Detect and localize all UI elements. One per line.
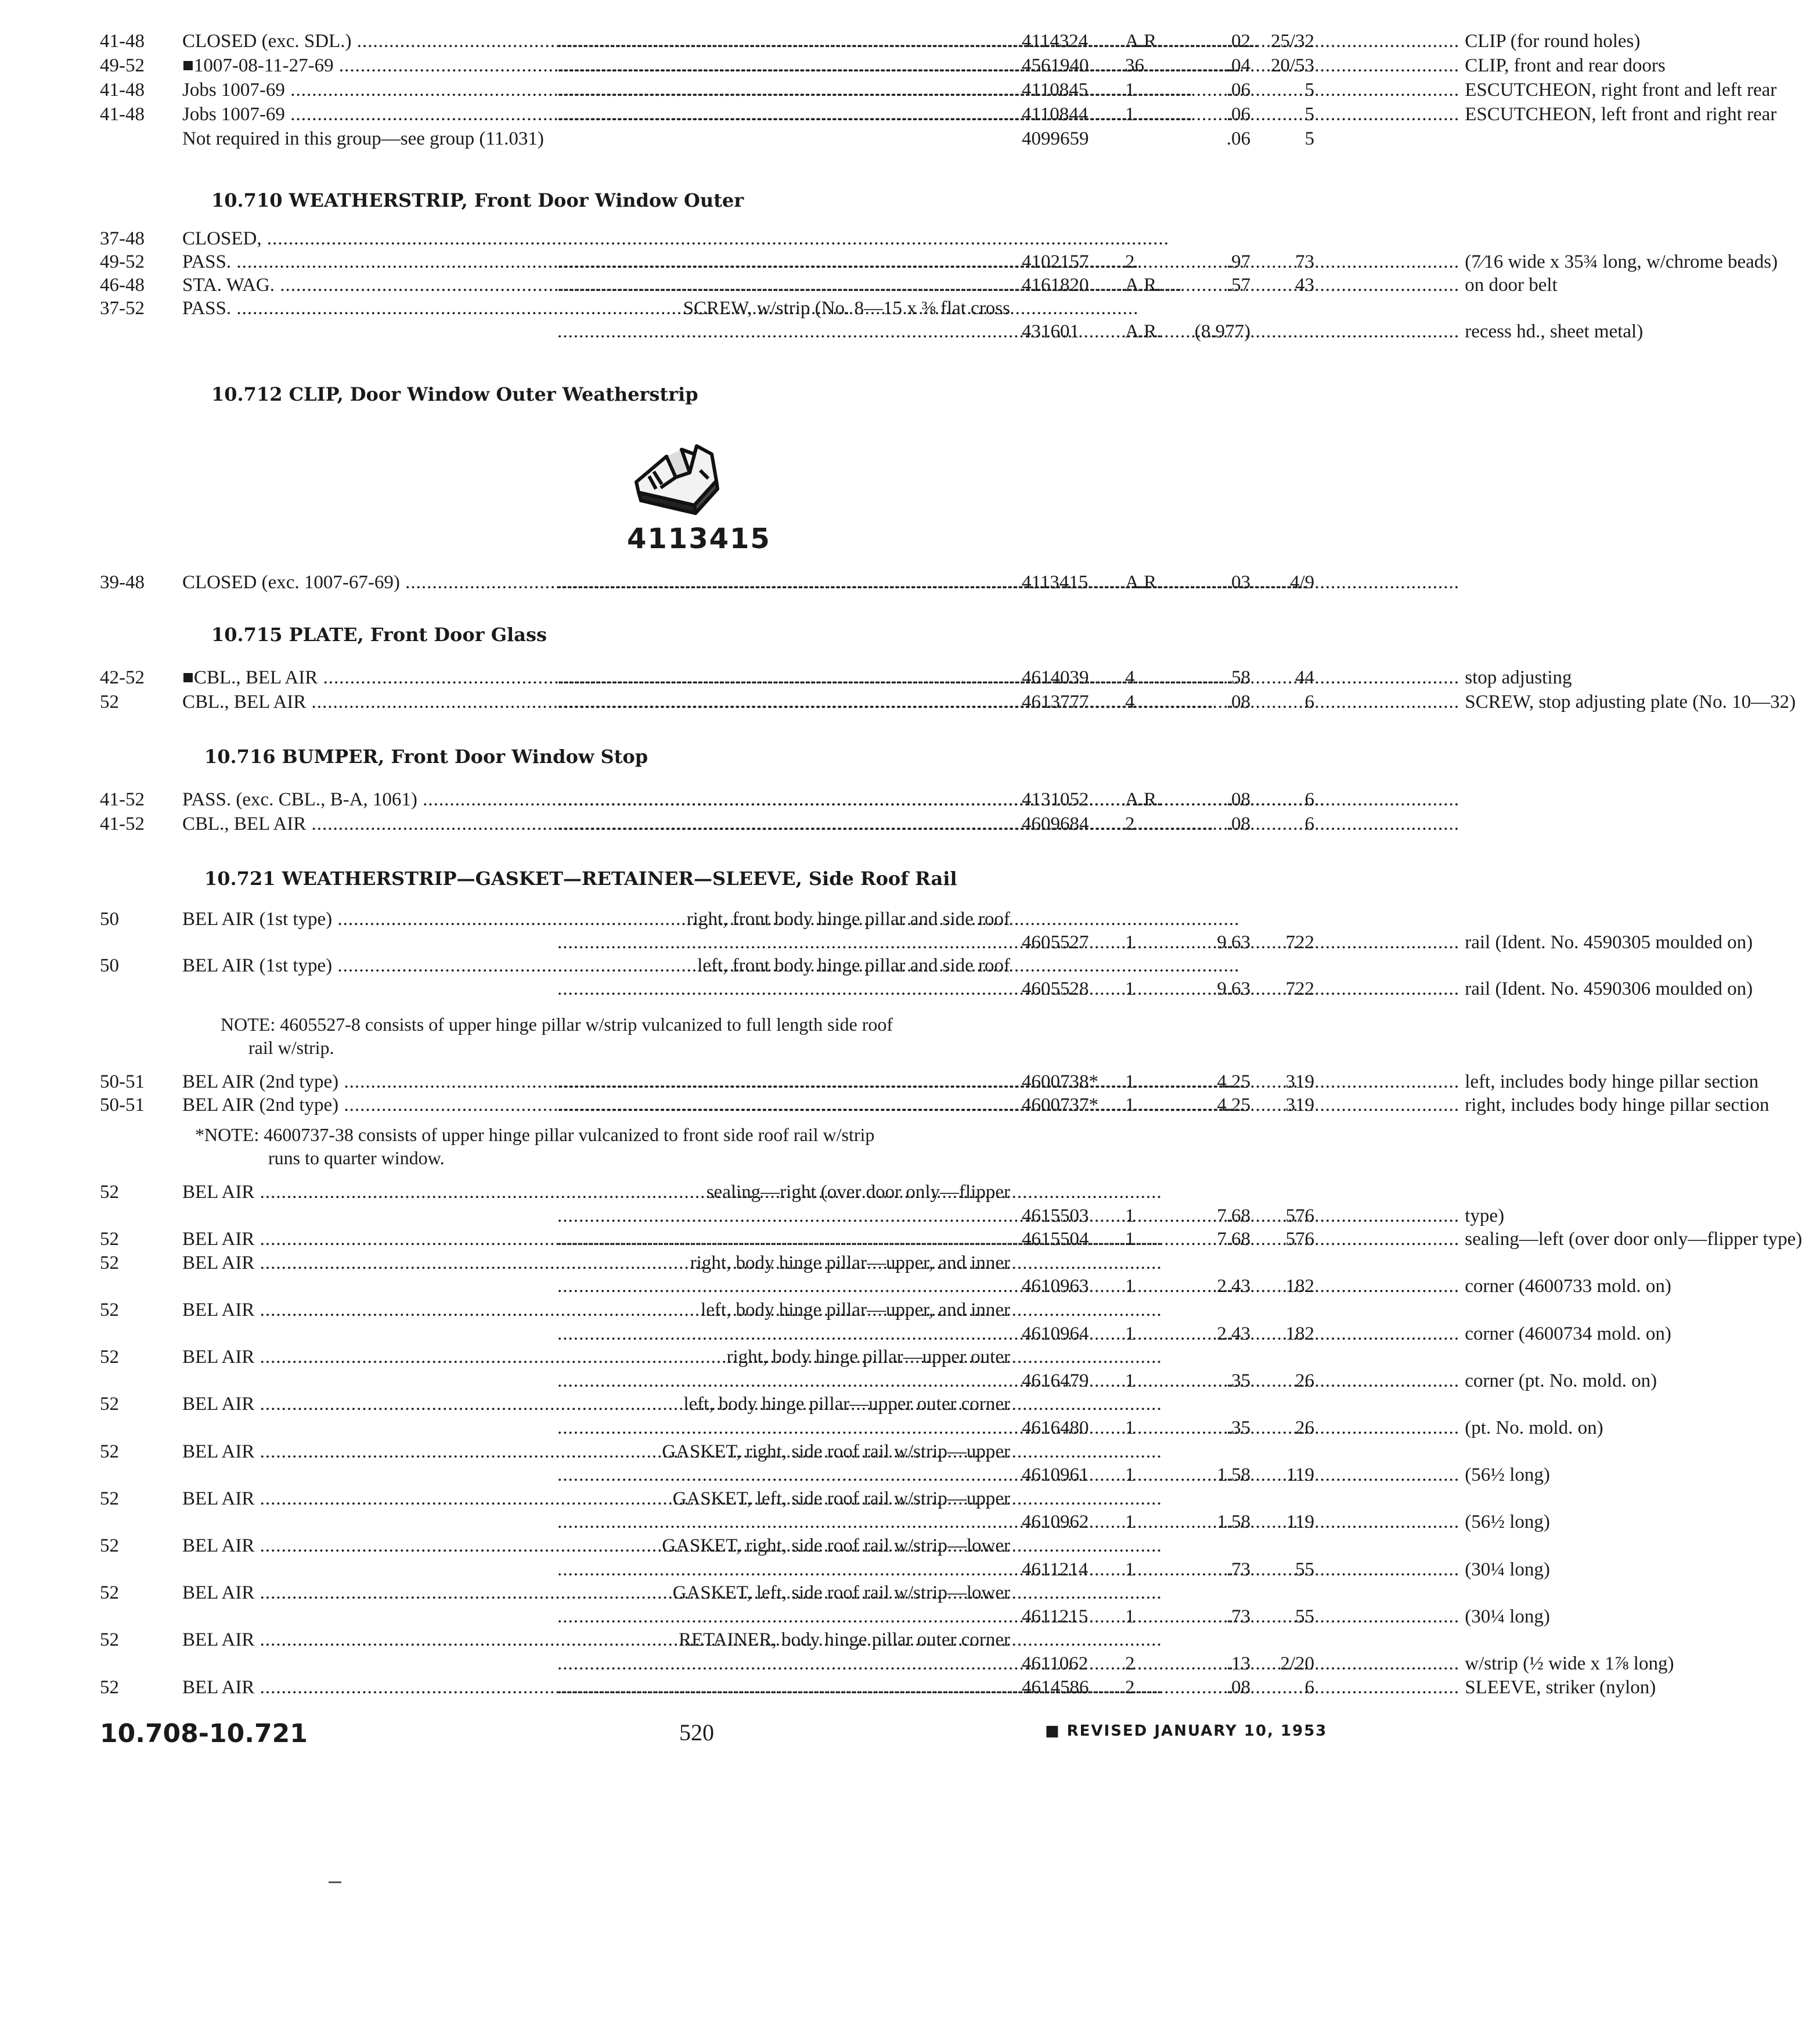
row-price: 7.68 xyxy=(1217,1205,1250,1226)
row-desc: right, body hinge pillar—upper, and inner xyxy=(690,1252,1010,1273)
row-list: 5 xyxy=(1304,80,1314,100)
row-price: .02 xyxy=(1226,31,1250,52)
row-year: 52 xyxy=(100,692,119,712)
footer-revised-note: ■ REVISED JANUARY 10, 1953 xyxy=(1045,1722,1328,1740)
row-part: 4615504 xyxy=(1022,1229,1089,1250)
row-qty: 1 xyxy=(1125,1606,1135,1627)
row-model: PASS. ..... xyxy=(182,249,554,275)
row-price: 2.43 xyxy=(1217,1323,1250,1344)
row-part: 4611215 xyxy=(1022,1606,1089,1627)
parts-row xyxy=(0,318,1644,346)
row-model: Not required in this group—see group (11.031) xyxy=(182,128,544,149)
row-year: 52 xyxy=(100,1229,119,1250)
row-price: .35 xyxy=(1226,1370,1250,1391)
row-desc: ..... right, includes body hinge pillar section xyxy=(557,1092,1010,1118)
row-qty: 1 xyxy=(1125,1464,1135,1486)
row-desc: ..... recess hd., sheet metal) xyxy=(557,318,1010,345)
row-year: 50-51 xyxy=(100,1071,145,1092)
row-list: 2/20 xyxy=(1280,1653,1314,1674)
row-price: 2.43 xyxy=(1217,1276,1250,1297)
row-model: CBL., BEL AIR ..... xyxy=(182,811,554,837)
row-price: 9.63 xyxy=(1217,978,1250,999)
row-year: 41-48 xyxy=(100,31,145,52)
row-price: 1.58 xyxy=(1217,1512,1250,1533)
row-qty: 1 xyxy=(1125,1095,1135,1115)
row-part: 4611214 xyxy=(1022,1559,1089,1580)
row-qty: A.R. xyxy=(1125,572,1162,593)
row-desc: ..... (7⁄16 wide x 35¾ long, w/chrome beads) xyxy=(557,249,1010,275)
footer-page-number: 520 xyxy=(679,1719,714,1746)
row-list: 119 xyxy=(1286,1464,1314,1486)
parts-row xyxy=(0,1092,1769,1120)
parts-row xyxy=(0,77,1777,105)
row-qty: A.R. xyxy=(1125,789,1162,810)
parts-row xyxy=(0,664,1572,692)
row-model: BEL AIR ..... xyxy=(182,1226,554,1253)
row-part: 4615503 xyxy=(1022,1205,1089,1226)
row-part: 4610962 xyxy=(1022,1512,1089,1533)
row-part: 4616480 xyxy=(1022,1417,1089,1438)
row-part: 4611062 xyxy=(1022,1653,1089,1674)
row-year: 37-52 xyxy=(100,298,145,319)
row-list: 55 xyxy=(1295,1559,1314,1580)
row-list: 182 xyxy=(1285,1323,1314,1344)
row-list: 20/53 xyxy=(1270,55,1314,76)
row-part: 4616479 xyxy=(1022,1370,1089,1391)
clip-illustration-icon xyxy=(626,437,728,518)
parts-row xyxy=(0,786,1468,814)
row-year: 41-52 xyxy=(100,814,145,834)
row-qty: 36 xyxy=(1125,55,1144,76)
row-list: 55 xyxy=(1295,1606,1314,1627)
row-desc: GASKET, right, side roof rail w/strip—upper xyxy=(662,1441,1010,1462)
section-heading-10-716: 10.716 BUMPER, Front Door Window Stop xyxy=(204,746,648,768)
row-part: 4161820 xyxy=(1022,275,1089,296)
row-part: 4113415 xyxy=(1022,572,1089,593)
row-part: 4110845 xyxy=(1022,80,1089,100)
row-price: 4.25 xyxy=(1217,1071,1250,1092)
row-price: .04 xyxy=(1226,55,1250,76)
row-qty: 4 xyxy=(1125,692,1135,712)
row-list: 43 xyxy=(1295,275,1314,296)
row-qty: 1 xyxy=(1125,1512,1135,1533)
row-qty: 1 xyxy=(1125,1205,1135,1226)
row-model: CLOSED (exc. SDL.) ..... xyxy=(182,28,554,55)
note-2-line-1: *NOTE: 4600737-38 consists of upper hinge pillar vulcanized to front side roof rail w/strip xyxy=(195,1124,875,1145)
section-heading-10-710: 10.710 WEATHERSTRIP, Front Door Window Outer xyxy=(211,189,744,211)
row-year: 49-52 xyxy=(100,55,145,76)
row-price: .13 xyxy=(1226,1653,1250,1674)
section-heading-10-721: 10.721 WEATHERSTRIP—GASKET—RETAINER—SLEEVE, Side Roof Rail xyxy=(204,868,957,890)
row-model: BEL AIR (1st type) ..... xyxy=(182,952,554,979)
row-year: 50 xyxy=(100,955,119,976)
row-year: 50-51 xyxy=(100,1095,145,1115)
row-desc: ..... (30¼ long) xyxy=(557,1603,1010,1630)
row-price: 4.25 xyxy=(1217,1095,1250,1115)
row-desc: ..... type) xyxy=(557,1203,1010,1229)
row-year: 52 xyxy=(100,1629,119,1651)
row-price: .08 xyxy=(1226,789,1250,810)
row-model: CLOSED, ..... xyxy=(182,225,554,252)
row-price: (8.977) xyxy=(1194,321,1250,342)
parts-row xyxy=(0,101,1777,129)
section-heading-10-712: 10.712 CLIP, Door Window Outer Weatherstrip xyxy=(211,383,698,405)
row-desc: ..... CLIP (for round holes) xyxy=(557,28,1010,55)
row-year: 52 xyxy=(100,1182,119,1203)
row-part: 4131052 xyxy=(1022,789,1089,810)
row-desc: ..... w/strip (½ wide x 1⅞ long) xyxy=(557,1650,1010,1677)
row-model: BEL AIR ..... xyxy=(182,1179,554,1205)
row-model: BEL AIR ..... xyxy=(182,1438,554,1465)
row-part: 4561940 xyxy=(1022,55,1089,76)
row-list: 722 xyxy=(1285,978,1314,999)
row-list: 26 xyxy=(1295,1417,1314,1438)
row-desc: GASKET, right, side roof rail w/strip—lower xyxy=(662,1535,1010,1556)
row-desc xyxy=(557,786,1010,813)
row-model: Jobs 1007-69 ..... xyxy=(182,77,554,103)
row-desc: right, body hinge pillar—upper outer xyxy=(726,1347,1010,1368)
row-qty: 1 xyxy=(1125,104,1135,125)
row-price: .35 xyxy=(1226,1417,1250,1438)
row-desc: right, front body hinge pillar and side roof xyxy=(686,909,1010,930)
row-price: .73 xyxy=(1226,1559,1250,1580)
row-price: 1.58 xyxy=(1217,1464,1250,1486)
note-1-line-1: NOTE: 4605527-8 consists of upper hinge pillar w/strip vulcanized to full length side roof xyxy=(221,1014,893,1035)
row-model: CLOSED (exc. 1007-67-69) ..... xyxy=(182,569,554,596)
row-qty: 1 xyxy=(1125,1071,1135,1092)
row-year: 52 xyxy=(100,1535,119,1556)
row-part: 4114324 xyxy=(1022,31,1089,52)
row-desc: ..... stop adjusting xyxy=(557,664,1010,691)
row-price: .03 xyxy=(1226,572,1250,593)
parts-row xyxy=(0,569,1468,597)
parts-row xyxy=(0,28,1641,56)
row-desc: SCREW, w/strip (No. 8—15 x ⅜ flat cross xyxy=(683,298,1010,319)
row-qty: 1 xyxy=(1125,932,1135,953)
row-list: 6 xyxy=(1304,814,1314,834)
row-part: 4613777 xyxy=(1022,692,1089,712)
note-1-line-2: rail w/strip. xyxy=(248,1037,334,1058)
row-desc: ..... left, includes body hinge pillar section xyxy=(557,1068,1010,1095)
row-desc: ..... rail (Ident. No. 4590305 moulded on) xyxy=(557,929,1010,956)
row-model: BEL AIR ..... xyxy=(182,1579,554,1606)
row-list: 182 xyxy=(1285,1276,1314,1297)
row-qty: 1 xyxy=(1125,978,1135,999)
row-model: CBL., BEL AIR ..... xyxy=(182,689,554,715)
row-year: 41-48 xyxy=(100,80,145,100)
row-desc: ..... corner (4600734 mold. on) xyxy=(557,1320,1010,1347)
row-part: 4102157 xyxy=(1022,251,1089,272)
row-desc: ..... (56½ long) xyxy=(557,1462,1010,1488)
row-qty: A.R. xyxy=(1125,321,1162,342)
row-year: 50 xyxy=(100,909,119,930)
row-price: .97 xyxy=(1226,251,1250,272)
row-year: 37-48 xyxy=(100,228,145,249)
row-model: BEL AIR (1st type) ..... xyxy=(182,906,554,933)
row-qty: 1 xyxy=(1125,1370,1135,1391)
row-price: .06 xyxy=(1226,80,1250,100)
row-desc xyxy=(557,811,1010,837)
row-desc: ..... CLIP, front and rear doors xyxy=(557,52,1010,79)
section-heading-10-715: 10.715 PLATE, Front Door Glass xyxy=(211,624,547,646)
row-qty: 1 xyxy=(1125,1323,1135,1344)
row-price: .58 xyxy=(1226,667,1250,688)
row-part: 4614039 xyxy=(1022,667,1089,688)
row-desc: ..... corner (4600733 mold. on) xyxy=(557,1273,1010,1300)
row-qty: A.R. xyxy=(1125,275,1162,296)
row-model: ■1007-08-11-27-69 ..... xyxy=(182,52,554,79)
row-desc: ..... SLEEVE, striker (nylon) xyxy=(557,1674,1010,1701)
row-desc: ..... ESCUTCHEON, right front and left rear xyxy=(557,77,1010,103)
row-model: ■CBL., BEL AIR ..... xyxy=(182,664,554,691)
row-year: 52 xyxy=(100,1488,119,1509)
row-list: 319 xyxy=(1285,1071,1314,1092)
parts-row xyxy=(0,125,1468,153)
row-model: BEL AIR ..... xyxy=(182,1391,554,1417)
row-part: 4614586 xyxy=(1022,1676,1089,1698)
row-model: Jobs 1007-69 ..... xyxy=(182,101,554,128)
row-model: BEL AIR ..... xyxy=(182,1297,554,1323)
row-desc: GASKET, left, side roof rail w/strip—lower xyxy=(672,1582,1010,1604)
row-price: .57 xyxy=(1226,275,1250,296)
row-desc: GASKET, left, side roof rail w/strip—upper xyxy=(672,1488,1010,1509)
row-model: BEL AIR ..... xyxy=(182,1532,554,1559)
row-year: 46-48 xyxy=(100,275,145,296)
row-desc: ..... ESCUTCHEON, left front and right rear xyxy=(557,101,1010,128)
row-qty: 1 xyxy=(1125,80,1135,100)
row-year: 41-48 xyxy=(100,104,145,125)
row-list: 576 xyxy=(1285,1229,1314,1250)
row-price: .06 xyxy=(1226,104,1250,125)
row-qty: 1 xyxy=(1125,1229,1135,1250)
row-year: 52 xyxy=(100,1347,119,1368)
row-part: 4610964 xyxy=(1022,1323,1089,1344)
row-model: STA. WAG. ..... xyxy=(182,272,554,298)
row-part: 4600738* xyxy=(1022,1071,1098,1092)
row-part: 4610961 xyxy=(1022,1464,1089,1486)
row-part: 4600737* xyxy=(1022,1095,1098,1115)
row-price: 9.63 xyxy=(1217,932,1250,953)
row-desc: RETAINER, body hinge pillar outer corner xyxy=(678,1629,1010,1651)
row-list: 73 xyxy=(1295,251,1314,272)
row-price: .08 xyxy=(1226,814,1250,834)
row-desc: left, body hinge pillar—upper, and inner xyxy=(701,1300,1010,1320)
row-model: BEL AIR (2nd type) ..... xyxy=(182,1068,554,1095)
row-qty: A.R. xyxy=(1125,31,1162,52)
row-model: PASS. ..... xyxy=(182,295,554,322)
row-qty: 1 xyxy=(1125,1417,1135,1438)
parts-row xyxy=(0,976,1753,1003)
row-part: 431601 xyxy=(1022,321,1079,342)
stray-mark xyxy=(329,1881,341,1883)
row-list: 4/9 xyxy=(1289,572,1314,593)
row-desc: ..... (56½ long) xyxy=(557,1509,1010,1535)
row-model: PASS. (exc. CBL., B-A, 1061) ..... xyxy=(182,786,554,813)
row-year: 52 xyxy=(100,1252,119,1273)
illustration-part-number: 4113415 xyxy=(627,523,771,555)
row-desc: ..... SCREW, stop adjusting plate (No. 10—32) xyxy=(557,689,1010,715)
row-model: BEL AIR ..... xyxy=(182,1485,554,1512)
row-desc: ..... on door belt xyxy=(557,272,1010,298)
row-part: 4610963 xyxy=(1022,1276,1089,1297)
row-list: 5 xyxy=(1304,128,1314,149)
row-part: 4605528 xyxy=(1022,978,1089,999)
footer-group-range: 10.708-10.721 xyxy=(100,1719,308,1748)
row-part: 4609684 xyxy=(1022,814,1089,834)
parts-row xyxy=(0,52,1666,80)
row-desc: left, front body hinge pillar and side roof xyxy=(697,955,1010,976)
row-qty: 1 xyxy=(1125,1559,1135,1580)
row-price: .73 xyxy=(1226,1606,1250,1627)
row-list: 6 xyxy=(1304,789,1314,810)
row-list: 25/32 xyxy=(1270,31,1314,52)
row-qty: 1 xyxy=(1125,1276,1135,1297)
row-desc: ..... rail (Ident. No. 4590306 moulded on) xyxy=(557,976,1010,1002)
parts-row xyxy=(0,811,1468,839)
row-price: .08 xyxy=(1226,1676,1250,1698)
parts-row xyxy=(0,1674,1656,1702)
row-year: 42-52 xyxy=(100,667,145,688)
row-year: 52 xyxy=(100,1300,119,1320)
row-model: BEL AIR ..... xyxy=(182,1626,554,1653)
row-desc: left, body hinge pillar—upper outer corner xyxy=(683,1394,1010,1415)
row-list: 6 xyxy=(1304,1676,1314,1698)
row-list: 722 xyxy=(1285,932,1314,953)
row-model: BEL AIR ..... xyxy=(182,1674,554,1701)
row-price: .08 xyxy=(1226,692,1250,712)
note-2-line-2: runs to quarter window. xyxy=(268,1147,445,1168)
row-qty: 2 xyxy=(1125,814,1135,834)
row-model: BEL AIR ..... xyxy=(182,1344,554,1370)
row-year: 52 xyxy=(100,1441,119,1462)
row-desc xyxy=(557,569,1010,596)
row-desc: ..... (pt. No. mold. on) xyxy=(557,1415,1010,1441)
row-year: 52 xyxy=(100,1582,119,1604)
parts-row xyxy=(0,689,1796,717)
row-list: 6 xyxy=(1304,692,1314,712)
row-list: 319 xyxy=(1285,1095,1314,1115)
row-year: 49-52 xyxy=(100,251,145,272)
row-year: 39-48 xyxy=(100,572,145,593)
row-price: 7.68 xyxy=(1217,1229,1250,1250)
row-year: 52 xyxy=(100,1676,119,1698)
row-part: 4099659 xyxy=(1022,128,1089,149)
row-qty: 4 xyxy=(1125,667,1135,688)
row-year: 41-52 xyxy=(100,789,145,810)
row-list: 26 xyxy=(1295,1370,1314,1391)
row-desc: ..... (30¼ long) xyxy=(557,1556,1010,1583)
row-desc: sealing—right (over door only—flipper xyxy=(706,1182,1010,1203)
row-list: 119 xyxy=(1286,1512,1314,1533)
row-list: 5 xyxy=(1304,104,1314,125)
row-qty: 2 xyxy=(1125,1676,1135,1698)
row-model: BEL AIR (2nd type) ..... xyxy=(182,1092,554,1118)
row-qty: 2 xyxy=(1125,1653,1135,1674)
row-desc: ..... corner (pt. No. mold. on) xyxy=(557,1368,1010,1394)
row-list: 44 xyxy=(1295,667,1314,688)
row-qty: 2 xyxy=(1125,251,1135,272)
row-desc: ..... sealing—left (over door only—flipper type) xyxy=(557,1226,1010,1253)
row-year: 52 xyxy=(100,1394,119,1415)
row-part: 4605527 xyxy=(1022,932,1089,953)
row-list: 576 xyxy=(1285,1205,1314,1226)
row-part: 4110844 xyxy=(1022,104,1089,125)
row-model: BEL AIR ..... xyxy=(182,1250,554,1276)
row-price: .06 xyxy=(1226,128,1250,149)
